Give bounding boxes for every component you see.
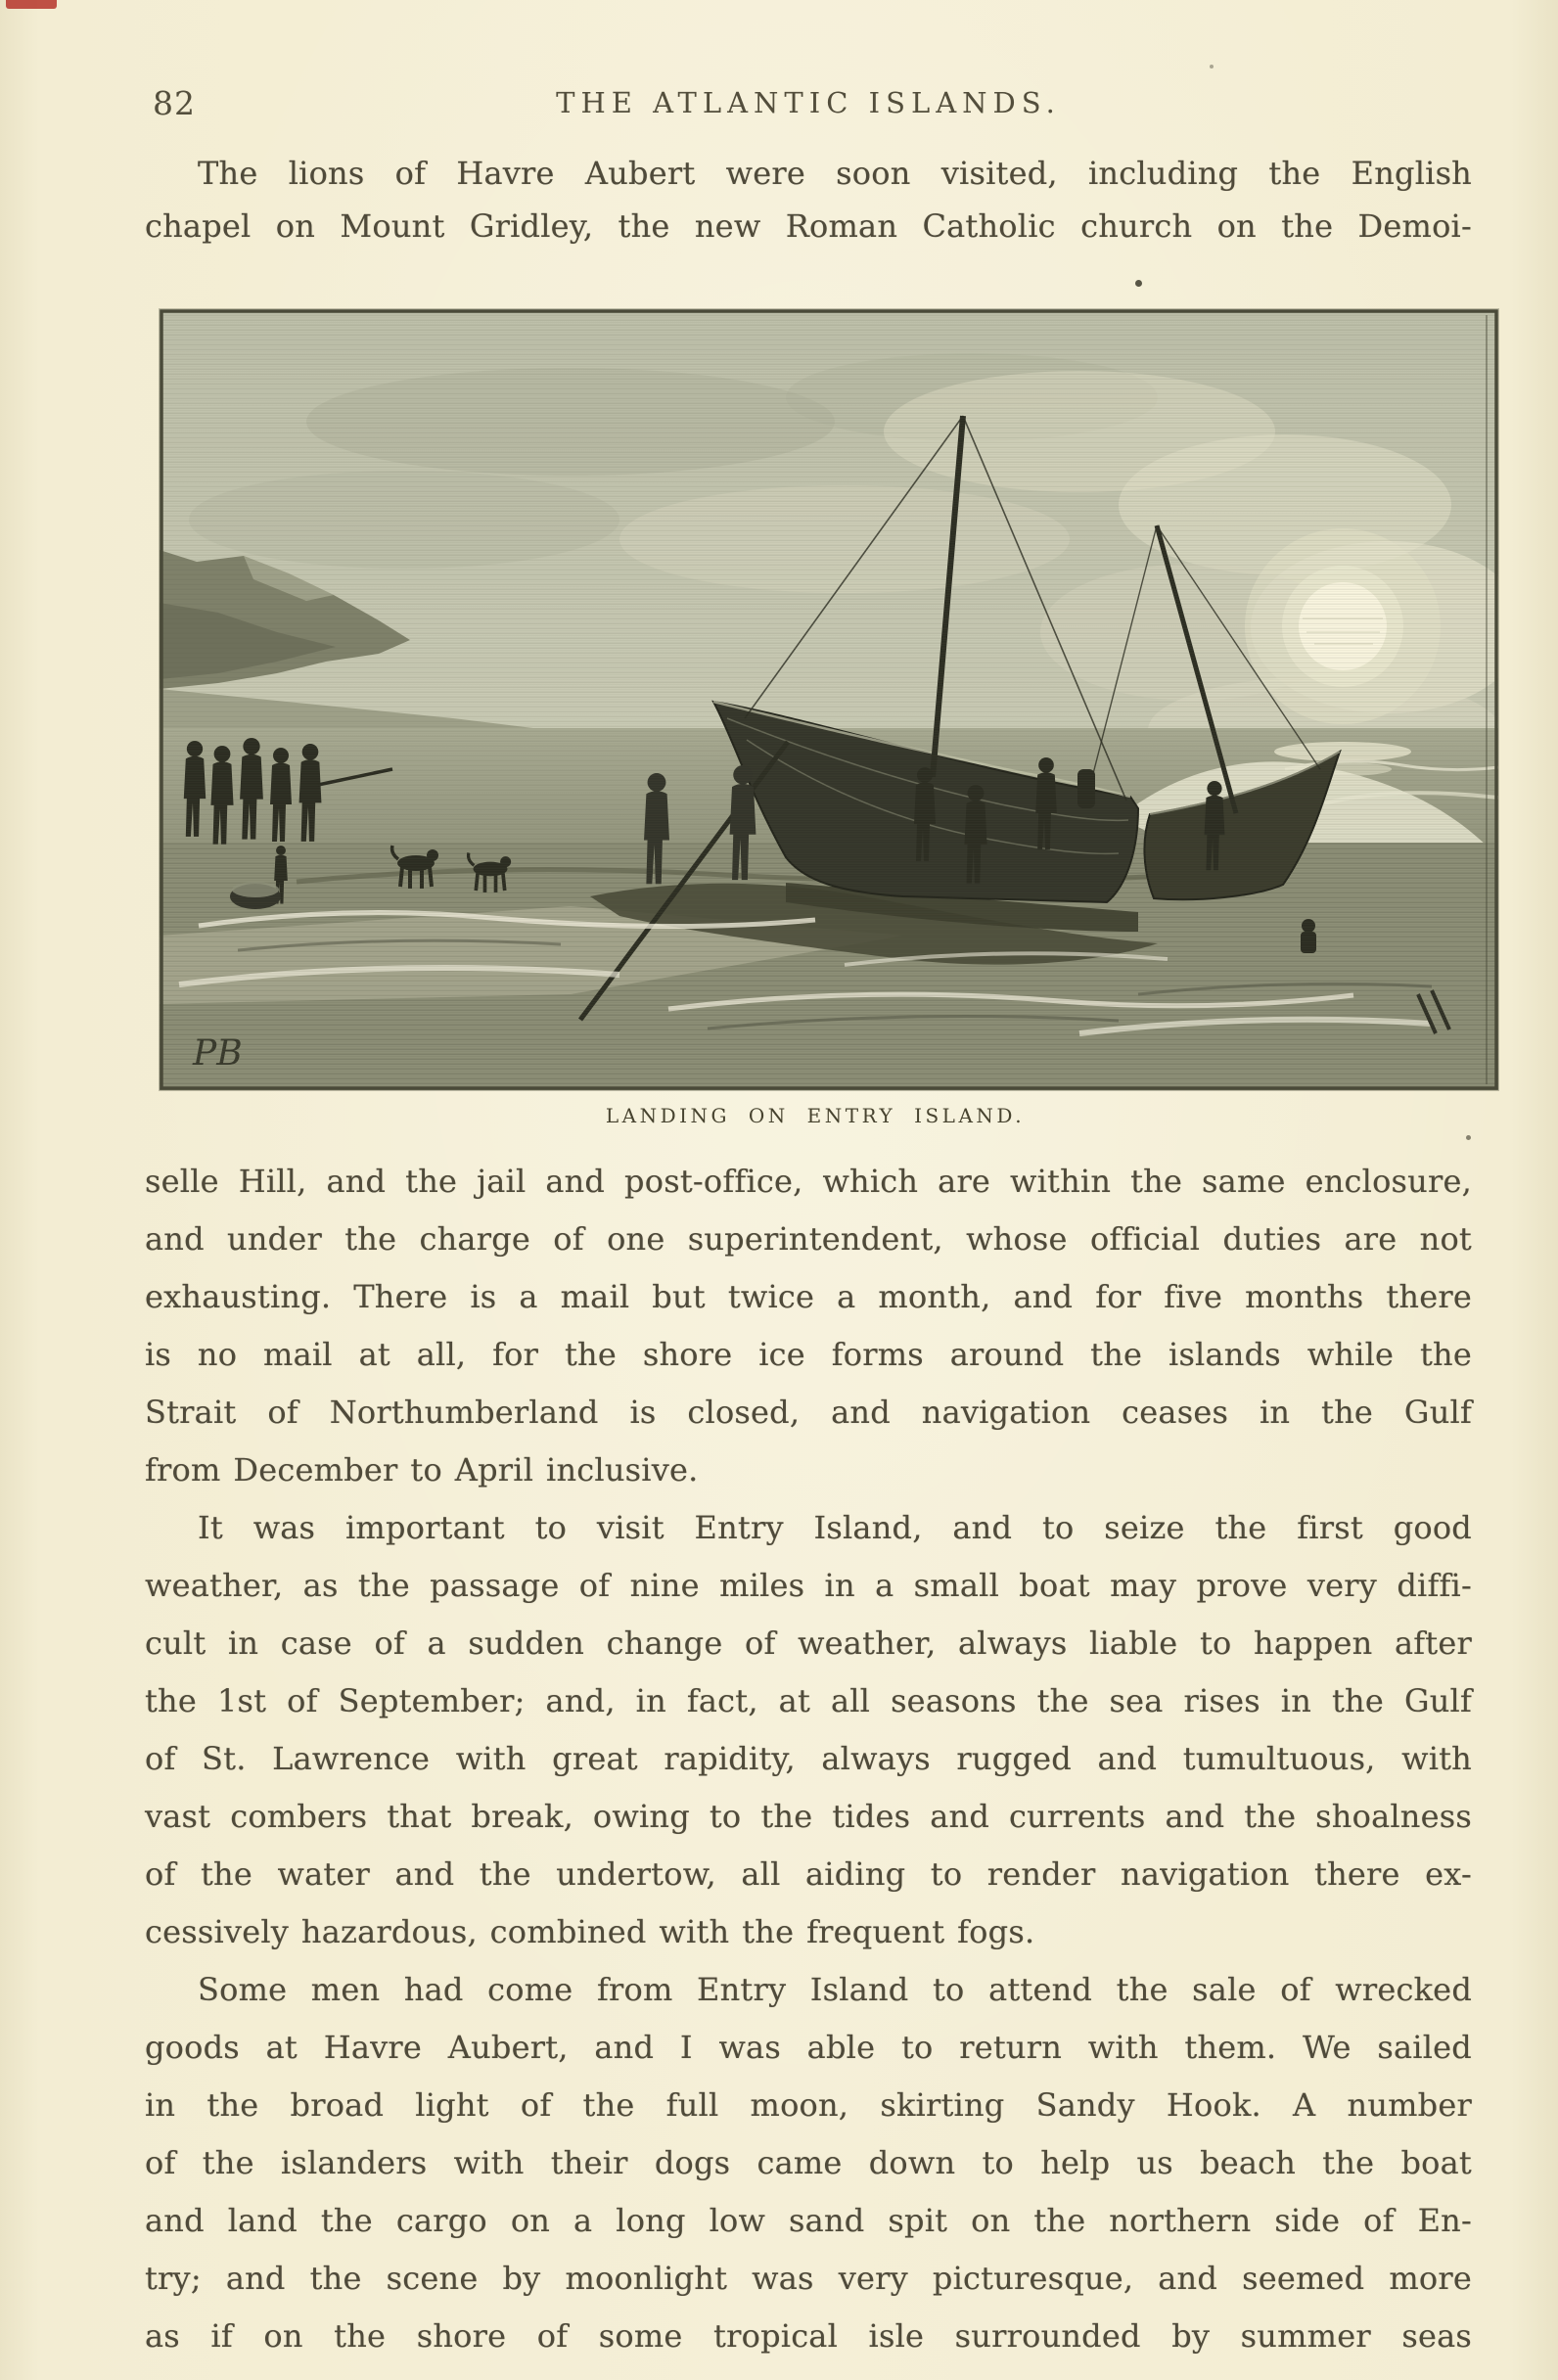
text-line: try; and the scene by moonlight was very picturesque, and seemed more [145,2260,1472,2297]
text-line: as if on the shore of some tropical isle surrounded by summer seas [145,2317,1472,2355]
ink-speck [1466,1135,1471,1140]
engraving-canvas [160,309,1498,1090]
text-line: It was important to visit Entry Island, and to seize the first good [198,1509,1472,1546]
text-line: selle Hill, and the jail and post-office, which are within the same enclosure, [145,1163,1472,1200]
text-line: of the islanders with their dogs came down to help us beach the boat [145,2144,1472,2181]
running-head-title: THE ATLANTIC ISLANDS. [556,86,1061,119]
text-line: and land the cargo on a long low sand spit on the northern side of En- [145,2202,1472,2239]
text-line: in the broad light of the full moon, skirting Sandy Hook. A number [145,2086,1472,2124]
paragraph [145,1153,1472,1499]
running-header [145,84,1472,129]
text-line: vast combers that break, owing to the tides and currents and the shoalness [145,1798,1472,1835]
text-line: goods at Havre Aubert, and I was able to return with them. We sailed [145,2029,1472,2066]
text-line: cult in case of a sudden change of weather, always liable to happen after [145,1625,1472,1662]
figure-caption: LANDING ON ENTRY ISLAND. [605,1104,1026,1127]
text-line: is no mail at all, for the shore ice forms around the islands while the [145,1336,1472,1373]
intro-paragraph [145,147,1472,252]
text-line: cessively hazardous, combined with the frequent fogs. [145,1913,1035,1950]
text-line: and under the charge of one superintendent, whose official duties are not [145,1220,1472,1258]
text-line: of St. Lawrence with great rapidity, always rugged and tumultuous, with [145,1740,1472,1777]
paragraph [145,1961,1472,2365]
text-line: the 1st of September; and, in fact, at all seasons the sea rises in the Gulf [145,1682,1472,1719]
page-number: 82 [153,84,196,122]
engraving-texture [160,309,1498,1090]
text-line: Strait of Northumberland is closed, and navigation ceases in the Gulf [145,1394,1472,1431]
text-line: Some men had come from Entry Island to attend the sale of wrecked [198,1971,1472,2008]
text-line: The lions of Havre Aubert were soon visited, including the English [198,155,1472,192]
ink-speck [1210,65,1214,69]
paragraph [145,1499,1472,1961]
text-line: exhausting. There is a mail but twice a month, and for five months there [145,1278,1472,1315]
scan-red-mark [6,0,57,9]
ink-speck [1135,280,1142,287]
engraving-illustration [160,309,1498,1090]
text-line: weather, as the passage of nine miles in a small boat may prove very diffi- [145,1567,1472,1604]
text-line: chapel on Mount Gridley, the new Roman Catholic church on the Demoi- [145,207,1472,245]
artist-monogram: PB [193,1033,243,1074]
text-line: of the water and the undertow, all aiding to render navigation there ex- [145,1855,1472,1893]
text-line: from December to April inclusive. [145,1451,699,1488]
body-text [145,1153,1472,2365]
